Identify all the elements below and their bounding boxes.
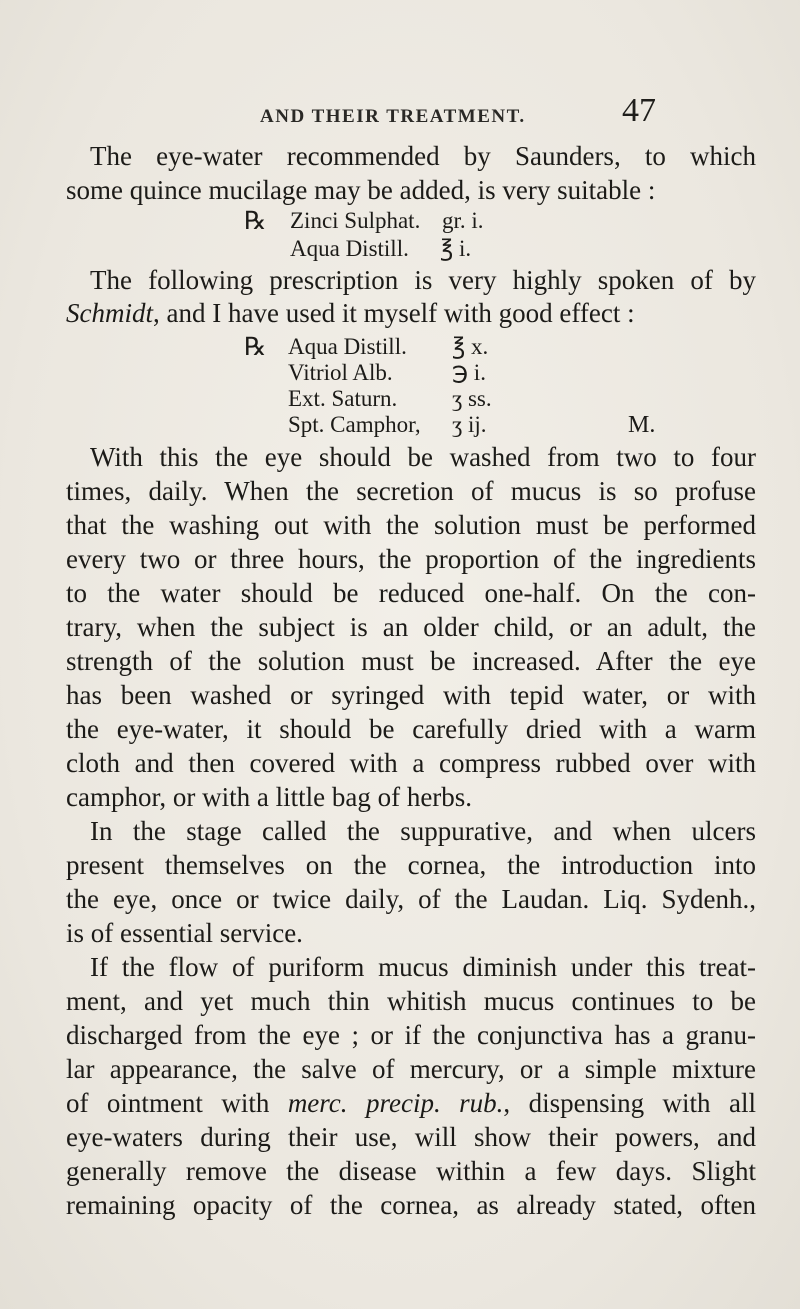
- text-line: the eye-water, it should be carefully dried with a warm: [66, 714, 756, 744]
- text-line: In the stage called the suppurative, and when ulcers: [90, 816, 756, 846]
- running-head: AND THEIR TREATMENT.: [260, 106, 526, 127]
- text-line: has been washed or syringed with tepid water, or with: [66, 680, 756, 710]
- misce-sign: M.: [628, 412, 656, 438]
- text-line: lar appearance, the salve of mercury, or a simple mixture: [66, 1054, 756, 1084]
- text-line: strength of the solution must be increased. After the eye: [66, 646, 756, 676]
- page-header: [240, 82, 740, 132]
- prescription-item: Aqua Distill.: [290, 236, 409, 261]
- text-line: some quince mucilage may be added, is very suitable :: [66, 175, 656, 205]
- prescription-item: Vitriol Alb.: [288, 360, 393, 385]
- text-line: cloth and then covered with a compress rubbed over with: [66, 748, 756, 778]
- text-line: With this the eye should be washed from two to four: [90, 442, 756, 472]
- prescription-quantity: ℥ x.: [452, 334, 489, 359]
- prescription-quantity: gr. i.: [442, 208, 484, 233]
- prescription-item: Aqua Distill.: [288, 334, 407, 359]
- italic-term: merc. precip. rub.: [287, 1088, 504, 1118]
- author-name: Schmidt: [66, 298, 153, 328]
- text-line: eye-waters during their use, will show their powers, and: [66, 1122, 756, 1152]
- text-line: of ointment with merc. precip. rub., dispensing with all: [66, 1088, 756, 1118]
- prescription-quantity: ℈ i.: [452, 360, 486, 385]
- prescription-quantity: ʒ ss.: [452, 386, 492, 411]
- text-line: present themselves on the cornea, the introduction into: [66, 850, 756, 880]
- text-line: trary, when the subject is an older child, or an adult, the: [66, 612, 756, 642]
- prescription-quantity: ʒ ij.: [452, 412, 487, 437]
- text-line: The following prescription is very highly spoken of by: [90, 265, 756, 295]
- text-line: times, daily. When the secretion of mucus is so profuse: [66, 476, 756, 506]
- text-line: generally remove the disease within a few days. Slight: [66, 1156, 756, 1186]
- text-line: The eye-water recommended by Saunders, to which: [90, 141, 756, 171]
- text-line: camphor, or with a little bag of herbs.: [66, 782, 473, 812]
- text-line: ment, and yet much thin whitish mucus continues to be: [66, 986, 756, 1016]
- prescription-item: Zinci Sulphat.: [290, 208, 421, 233]
- text-line: that the washing out with the solution must be performed: [66, 510, 756, 540]
- prescription-quantity: ℥ i.: [440, 236, 472, 261]
- text-line: to the water should be reduced one-half. On the con-: [66, 578, 756, 608]
- text-line: Schmidt, and I have used it myself with good effect :: [66, 298, 635, 328]
- page-number: 47: [622, 92, 656, 129]
- text-line: is of essential service.: [66, 918, 303, 948]
- text-line: discharged from the eye ; or if the conjunctiva has a granu-: [66, 1020, 756, 1050]
- text-line: If the flow of puriform mucus diminish under this treat-: [90, 952, 756, 982]
- recipe-symbol: ℞: [244, 208, 267, 235]
- prescription-item: Spt. Camphor,: [288, 412, 421, 437]
- recipe-symbol: ℞: [244, 334, 267, 361]
- text-line: remaining opacity of the cornea, as already stated, often: [66, 1190, 756, 1220]
- text-line: the eye, once or twice daily, of the Laudan. Liq. Sydenh.,: [66, 884, 756, 914]
- prescription-item: Ext. Saturn.: [288, 386, 398, 411]
- text-line: every two or three hours, the proportion of the ingredients: [66, 544, 756, 574]
